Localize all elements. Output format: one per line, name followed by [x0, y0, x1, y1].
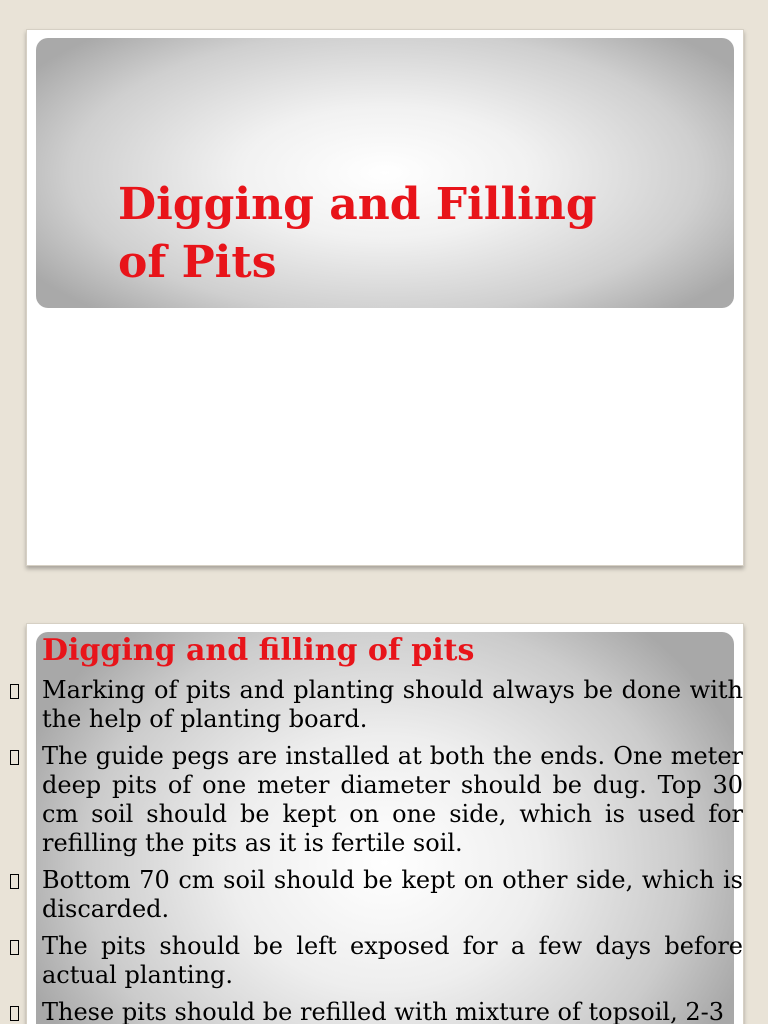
- bullet-text: The pits should be left exposed for a few days before actual planting.: [42, 932, 743, 989]
- bullet-box-icon: [10, 874, 19, 889]
- bullet-text: The guide pegs are installed at both the ends. One meter deep pits of one meter diameter should be dug. Top 30 cm soil should be kept on one side, which is used for refilling the pits as it is fertile soil.: [42, 742, 743, 857]
- bullet-box-icon: [10, 940, 19, 955]
- list-item: [0, 742, 743, 858]
- list-item: [0, 676, 743, 734]
- slide-1: [26, 29, 744, 566]
- bullet-text: Bottom 70 cm soil should be kept on other side, which is discarded.: [42, 866, 743, 923]
- list-item: [0, 998, 743, 1024]
- bullet-list: [0, 676, 768, 1024]
- bullet-text: Marking of pits and planting should always be done with the help of planting board.: [42, 676, 743, 733]
- list-item: [0, 866, 743, 924]
- bullet-box-icon: [10, 684, 19, 699]
- bullet-box-icon: [10, 750, 19, 765]
- bullet-text: These pits should be refilled with mixture of topsoil, 2-3: [42, 998, 724, 1024]
- bullet-box-icon: [10, 1006, 19, 1021]
- slide-title: Digging and Filling of Pits: [118, 179, 597, 288]
- content-heading: Digging and filling of pits: [42, 633, 475, 668]
- list-item: [0, 932, 743, 990]
